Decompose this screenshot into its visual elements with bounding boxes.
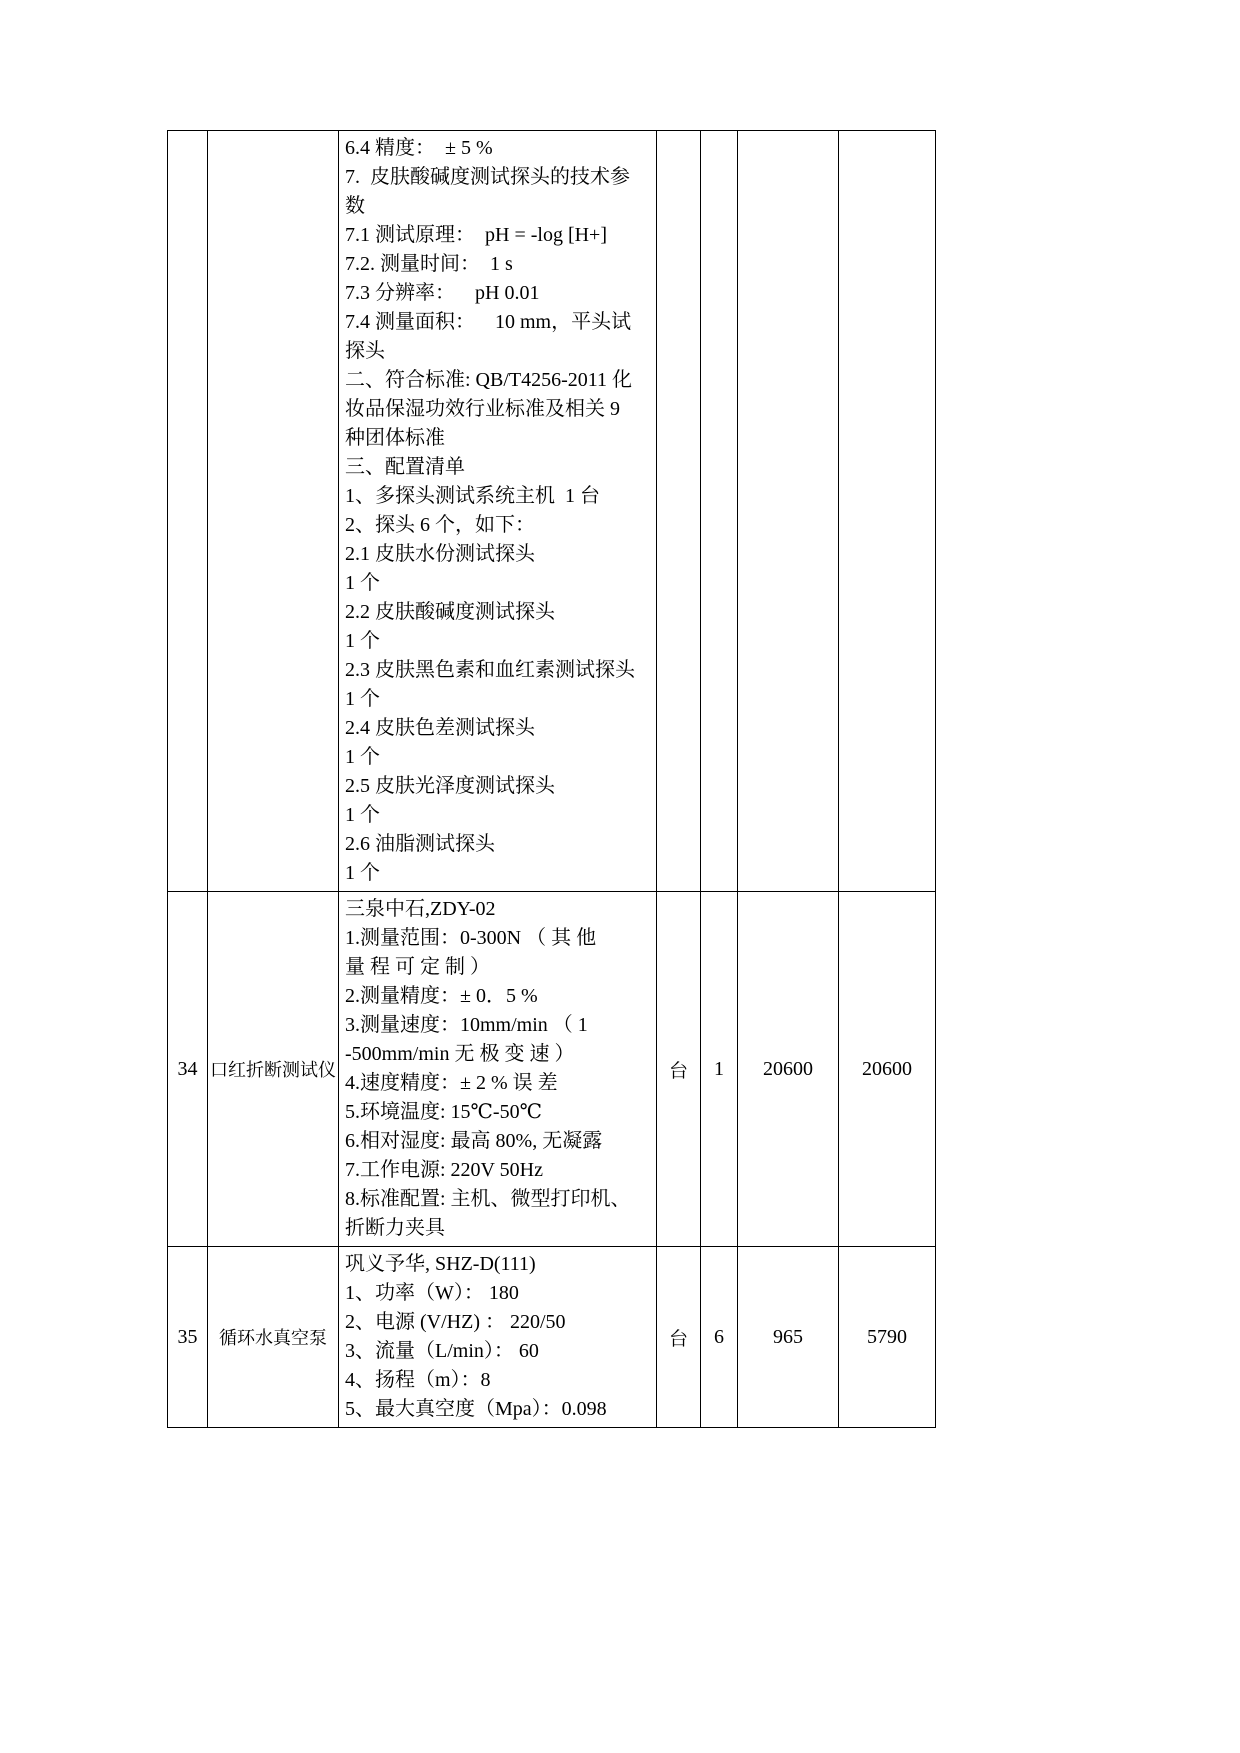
desc-line: 量 程 可 定 制 ） bbox=[345, 956, 490, 978]
item-description-cell bbox=[339, 1247, 657, 1428]
desc-line: 1 个 bbox=[345, 688, 380, 710]
desc-line: 1、功率（W）： 180 bbox=[345, 1282, 519, 1304]
desc-line: 1.测量范围：0-300N （ 其 他 bbox=[345, 927, 597, 949]
item-description-cell bbox=[339, 892, 657, 1247]
item-name-cell bbox=[208, 131, 339, 892]
row-number-cell bbox=[168, 131, 208, 892]
desc-line: 2.3 皮肤黑色素和血红素测试探头 bbox=[345, 659, 635, 681]
desc-line: 二、符合标准: QB/T4256-2011 化 bbox=[345, 369, 633, 391]
desc-line: 4.速度精度：± 2 % 误 差 bbox=[345, 1072, 558, 1094]
table-row-35 bbox=[168, 1247, 936, 1428]
item-total-price-cell: 20600 bbox=[839, 892, 936, 1247]
item-unit-price-cell: 965 bbox=[738, 1247, 839, 1428]
desc-line: 1 个 bbox=[345, 746, 380, 768]
desc-line: 1、多探头测试系统主机 1 台 bbox=[345, 485, 600, 507]
desc-line: 三泉中石,ZDY-02 bbox=[345, 898, 496, 920]
desc-line: 妆品保湿功效行业标准及相关 9 bbox=[345, 398, 620, 420]
desc-line: -500mm/min 无 极 变 速 ） bbox=[345, 1043, 575, 1065]
desc-line: 2.4 皮肤色差测试探头 bbox=[345, 717, 535, 739]
item-quantity-cell bbox=[701, 131, 738, 892]
item-total-price-cell bbox=[839, 131, 936, 892]
desc-line: 2.2 皮肤酸碱度测试探头 bbox=[345, 601, 555, 623]
desc-line: 探头 bbox=[345, 340, 385, 362]
desc-line: 7.4 测量面积： 10 mm，平头试 bbox=[345, 311, 632, 333]
desc-line: 3、流量（L/min）： 60 bbox=[345, 1340, 539, 1362]
row-number-cell: 35 bbox=[168, 1247, 208, 1428]
table-row-continuation bbox=[168, 131, 936, 892]
desc-line: 5、最大真空度（Mpa）：0.098 bbox=[345, 1398, 607, 1420]
desc-line: 3.测量速度：10mm/min （ 1 bbox=[345, 1014, 588, 1036]
desc-line: 2、电源 (V/HZ) ： 220/50 bbox=[345, 1311, 566, 1333]
desc-line: 8.标准配置: 主机、微型打印机、 bbox=[345, 1188, 631, 1210]
desc-line: 5.环境温度: 15℃-50℃ bbox=[345, 1101, 542, 1123]
item-unit-cell: 台 bbox=[657, 1247, 701, 1428]
desc-line: 种团体标准 bbox=[345, 427, 445, 449]
item-total-price-cell: 5790 bbox=[839, 1247, 936, 1428]
item-name-cell: 循环水真空泵 bbox=[208, 1247, 339, 1428]
desc-line: 6.4 精度： ± 5 % bbox=[345, 137, 493, 159]
item-unit-cell: 台 bbox=[657, 892, 701, 1247]
desc-line: 1 个 bbox=[345, 630, 380, 652]
desc-line: 2.测量精度：± 0．5 % bbox=[345, 985, 538, 1007]
item-unit-price-cell: 20600 bbox=[738, 892, 839, 1247]
desc-line: 巩义予华, SHZ-D(111) bbox=[345, 1253, 536, 1275]
item-description-cell bbox=[339, 131, 657, 892]
desc-line: 7.2. 测量时间： 1 s bbox=[345, 253, 513, 275]
desc-line: 1 个 bbox=[345, 862, 380, 884]
desc-line: 1 个 bbox=[345, 572, 380, 594]
desc-line: 2.1 皮肤水份测试探头 bbox=[345, 543, 535, 565]
desc-line: 7. 皮肤酸碱度测试探头的技术参 bbox=[345, 166, 630, 188]
table-row-34 bbox=[168, 892, 936, 1247]
desc-line: 6.相对湿度: 最高 80%, 无凝露 bbox=[345, 1130, 603, 1152]
desc-line: 2.6 油脂测试探头 bbox=[345, 833, 495, 855]
desc-line: 2、探头 6 个，如下： bbox=[345, 514, 535, 536]
equipment-table bbox=[167, 130, 936, 1428]
desc-line: 7.3 分辨率： pH 0.01 bbox=[345, 282, 540, 304]
desc-line: 7.1 测试原理： pH = -log [H+] bbox=[345, 224, 607, 246]
desc-line: 数 bbox=[345, 195, 365, 217]
desc-line: 4、扬程（m）：8 bbox=[345, 1369, 491, 1391]
item-name-cell: 口红折断测试仪 bbox=[208, 892, 339, 1247]
item-unit-cell bbox=[657, 131, 701, 892]
item-quantity-cell: 1 bbox=[701, 892, 738, 1247]
desc-line: 7.工作电源: 220V 50Hz bbox=[345, 1159, 543, 1181]
desc-line: 折断力夹具 bbox=[345, 1217, 445, 1239]
desc-line: 2.5 皮肤光泽度测试探头 bbox=[345, 775, 555, 797]
item-quantity-cell: 6 bbox=[701, 1247, 738, 1428]
item-unit-price-cell bbox=[738, 131, 839, 892]
desc-line: 1 个 bbox=[345, 804, 380, 826]
row-number-cell: 34 bbox=[168, 892, 208, 1247]
desc-line: 三、配置清单 bbox=[345, 456, 465, 478]
